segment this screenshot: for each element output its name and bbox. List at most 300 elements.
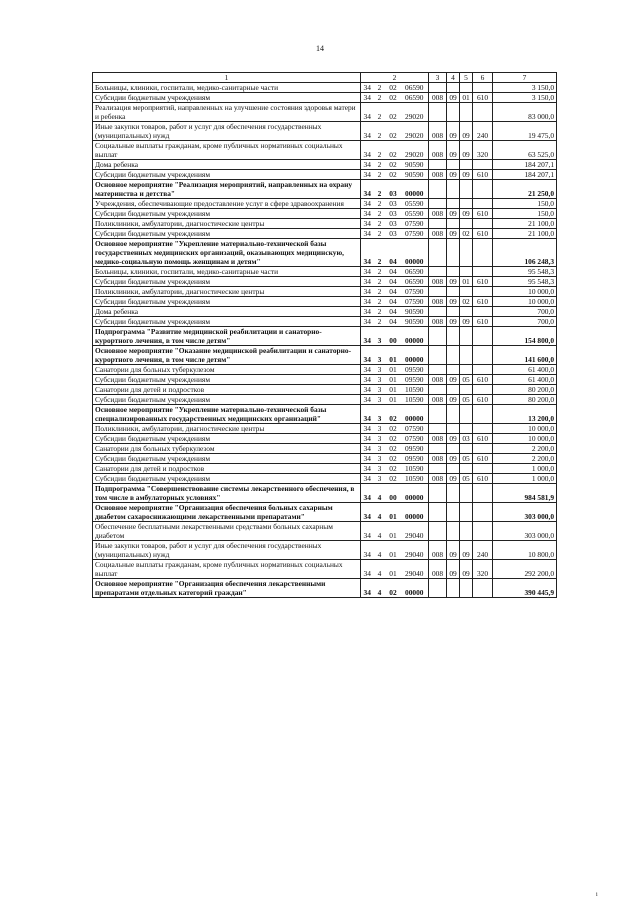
code-department <box>429 327 447 346</box>
code-section <box>447 287 460 297</box>
code-measure: 01 <box>386 346 401 365</box>
code-measure: 02 <box>386 160 401 170</box>
code-measure: 02 <box>386 434 401 444</box>
row-name: Поликлиники, амбулатории, диагностические центры <box>93 424 361 434</box>
code-program: 34 <box>361 239 374 267</box>
row-name: Основное мероприятие "Организация обеспечения больных сахарным диабетом сахароснижающими лекарственными препаратами" <box>93 503 361 522</box>
amount: 95 548,3 <box>493 277 557 287</box>
code-measure: 04 <box>386 267 401 277</box>
table-row <box>93 464 557 474</box>
code-expense-type <box>473 444 493 454</box>
code-expense-type <box>473 522 493 541</box>
amount: 21 100,0 <box>493 229 557 239</box>
code-direction: 29020 <box>401 122 429 141</box>
code-expense-type: 320 <box>473 141 493 160</box>
table-row <box>93 219 557 229</box>
code-department: 008 <box>429 122 447 141</box>
code-measure: 01 <box>386 541 401 560</box>
code-expense-type: 610 <box>473 395 493 405</box>
code-subprogram: 2 <box>374 307 386 317</box>
code-subprogram: 2 <box>374 267 386 277</box>
code-measure: 04 <box>386 239 401 267</box>
code-department: 008 <box>429 454 447 464</box>
row-name: Иные закупки товаров, работ и услуг для обеспечения государственных (муниципальных) нужд <box>93 541 361 560</box>
code-measure: 02 <box>386 93 401 103</box>
code-direction: 07590 <box>401 287 429 297</box>
code-program: 34 <box>361 180 374 199</box>
code-measure: 04 <box>386 287 401 297</box>
header-cell-2: 2 <box>361 73 429 83</box>
code-subprogram: 4 <box>374 484 386 503</box>
code-expense-type <box>473 385 493 395</box>
amount: 141 600,0 <box>493 346 557 365</box>
code-section: 09 <box>447 170 460 180</box>
code-direction: 09590 <box>401 444 429 454</box>
row-name: Учреждения, обеспечивающие предоставление услуг в сфере здравоохранения <box>93 199 361 209</box>
code-subsection: 05 <box>460 474 473 484</box>
code-measure: 04 <box>386 317 401 327</box>
code-subsection <box>460 464 473 474</box>
corner-mark: i <box>596 892 598 898</box>
code-direction: 29020 <box>401 103 429 122</box>
row-name: Подпрограмма "Совершенствование системы лекарственного обеспечения, в том числе в амбулаторных условиях" <box>93 484 361 503</box>
code-direction: 90590 <box>401 160 429 170</box>
table-row <box>93 209 557 219</box>
code-expense-type <box>473 267 493 277</box>
code-department <box>429 287 447 297</box>
code-direction: 00000 <box>401 327 429 346</box>
code-expense-type <box>473 405 493 424</box>
code-program: 34 <box>361 474 374 484</box>
code-subsection: 02 <box>460 297 473 307</box>
code-subsection: 01 <box>460 277 473 287</box>
amount: 106 248,3 <box>493 239 557 267</box>
table-row <box>93 454 557 464</box>
code-subsection <box>460 239 473 267</box>
code-subsection <box>460 160 473 170</box>
code-subsection: 01 <box>460 93 473 103</box>
code-section: 09 <box>447 141 460 160</box>
row-name: Больницы, клиники, госпитали, медико-санитарные части <box>93 267 361 277</box>
code-subprogram: 3 <box>374 454 386 464</box>
table-row <box>93 83 557 93</box>
code-direction: 29040 <box>401 522 429 541</box>
code-program: 34 <box>361 297 374 307</box>
code-section <box>447 365 460 375</box>
code-department <box>429 365 447 375</box>
row-name: Основное мероприятие "Реализация мероприятий, направленных на охрану материнства и детства" <box>93 180 361 199</box>
code-measure: 03 <box>386 180 401 199</box>
amount: 80 200,0 <box>493 395 557 405</box>
code-program: 34 <box>361 267 374 277</box>
code-measure: 02 <box>386 464 401 474</box>
code-subprogram: 3 <box>374 385 386 395</box>
code-subprogram: 2 <box>374 277 386 287</box>
code-subprogram: 2 <box>374 160 386 170</box>
code-subprogram: 3 <box>374 444 386 454</box>
code-section <box>447 180 460 199</box>
table-row <box>93 267 557 277</box>
table-row <box>93 434 557 444</box>
code-expense-type <box>473 239 493 267</box>
code-subsection: 02 <box>460 229 473 239</box>
code-department <box>429 385 447 395</box>
code-section: 09 <box>447 297 460 307</box>
code-expense-type: 610 <box>473 229 493 239</box>
code-expense-type: 240 <box>473 541 493 560</box>
code-expense-type: 610 <box>473 277 493 287</box>
amount: 10 000,0 <box>493 424 557 434</box>
row-name: Дома ребенка <box>93 307 361 317</box>
code-measure: 02 <box>386 444 401 454</box>
table-row <box>93 444 557 454</box>
code-section: 09 <box>447 454 460 464</box>
code-department: 008 <box>429 93 447 103</box>
code-department: 008 <box>429 541 447 560</box>
code-section <box>447 239 460 267</box>
amount: 80 200,0 <box>493 385 557 395</box>
code-direction: 00000 <box>401 346 429 365</box>
code-program: 34 <box>361 503 374 522</box>
code-subprogram: 3 <box>374 365 386 375</box>
code-section <box>447 160 460 170</box>
code-program: 34 <box>361 541 374 560</box>
code-program: 34 <box>361 405 374 424</box>
row-name: Субсидии бюджетным учреждениям <box>93 454 361 464</box>
code-program: 34 <box>361 229 374 239</box>
code-subsection: 09 <box>460 170 473 180</box>
code-expense-type <box>473 103 493 122</box>
code-expense-type <box>473 327 493 346</box>
code-expense-type: 610 <box>473 474 493 484</box>
code-subprogram: 2 <box>374 297 386 307</box>
code-subprogram: 2 <box>374 199 386 209</box>
code-department <box>429 239 447 267</box>
code-measure: 02 <box>386 405 401 424</box>
amount: 700,0 <box>493 307 557 317</box>
amount: 3 150,0 <box>493 83 557 93</box>
code-department: 008 <box>429 170 447 180</box>
code-department <box>429 503 447 522</box>
amount: 10 800,0 <box>493 541 557 560</box>
row-name: Субсидии бюджетным учреждениям <box>93 209 361 219</box>
code-program: 34 <box>361 83 374 93</box>
code-measure: 02 <box>386 474 401 484</box>
code-direction: 00000 <box>401 503 429 522</box>
row-name: Больницы, клиники, госпитали, медико-санитарные части <box>93 83 361 93</box>
code-department <box>429 83 447 93</box>
code-subsection: 09 <box>460 141 473 160</box>
code-measure: 04 <box>386 307 401 317</box>
table-row <box>93 287 557 297</box>
code-subprogram: 2 <box>374 287 386 297</box>
code-subprogram: 2 <box>374 317 386 327</box>
code-measure: 01 <box>386 365 401 375</box>
code-measure: 02 <box>386 454 401 464</box>
amount: 1 000,0 <box>493 464 557 474</box>
code-department: 008 <box>429 277 447 287</box>
code-program: 34 <box>361 160 374 170</box>
table-row <box>93 424 557 434</box>
table-row <box>93 474 557 484</box>
table-row <box>93 405 557 424</box>
code-direction: 05590 <box>401 209 429 219</box>
code-subprogram: 2 <box>374 83 386 93</box>
row-name: Реализация мероприятий, направленных на улучшение состояния здоровья матери и ребенка <box>93 103 361 122</box>
amount: 1 000,0 <box>493 474 557 484</box>
code-direction: 00000 <box>401 405 429 424</box>
code-measure: 04 <box>386 277 401 287</box>
amount: 303 000,0 <box>493 503 557 522</box>
code-department <box>429 346 447 365</box>
code-department <box>429 464 447 474</box>
code-section: 09 <box>447 560 460 579</box>
code-subsection <box>460 522 473 541</box>
code-subsection <box>460 83 473 93</box>
code-section <box>447 503 460 522</box>
code-direction: 29040 <box>401 541 429 560</box>
code-department: 008 <box>429 395 447 405</box>
code-expense-type <box>473 424 493 434</box>
code-subsection: 09 <box>460 541 473 560</box>
code-department: 008 <box>429 141 447 160</box>
code-department: 008 <box>429 474 447 484</box>
code-direction: 00000 <box>401 579 429 598</box>
table-row <box>93 522 557 541</box>
code-section <box>447 346 460 365</box>
code-direction: 10590 <box>401 464 429 474</box>
code-subsection: 09 <box>460 122 473 141</box>
row-name: Основное мероприятие "Укрепление материально-технической базы государственных медицинских организаций, оказывающих медицинскую, медико-социальную помощь женщинам и детям" <box>93 239 361 267</box>
code-section <box>447 385 460 395</box>
code-subsection: 09 <box>460 317 473 327</box>
code-measure: 04 <box>386 297 401 307</box>
row-name: Санатории для детей и подростков <box>93 464 361 474</box>
code-expense-type <box>473 287 493 297</box>
amount: 21 100,0 <box>493 219 557 229</box>
code-section <box>447 199 460 209</box>
table-row <box>93 503 557 522</box>
table-row <box>93 560 557 579</box>
code-expense-type: 610 <box>473 434 493 444</box>
code-subprogram: 2 <box>374 180 386 199</box>
row-name: Социальные выплаты гражданам, кроме публичных нормативных социальных выплат <box>93 560 361 579</box>
row-name: Иные закупки товаров, работ и услуг для обеспечения государственных (муниципальных) нужд <box>93 122 361 141</box>
code-department <box>429 103 447 122</box>
code-measure: 02 <box>386 141 401 160</box>
code-program: 34 <box>361 93 374 103</box>
table-row <box>93 541 557 560</box>
code-department <box>429 219 447 229</box>
table-row <box>93 141 557 160</box>
code-subprogram: 3 <box>374 424 386 434</box>
row-name: Субсидии бюджетным учреждениям <box>93 170 361 180</box>
code-direction: 07590 <box>401 434 429 444</box>
code-section <box>447 219 460 229</box>
code-subsection <box>460 484 473 503</box>
code-section: 09 <box>447 93 460 103</box>
code-program: 34 <box>361 307 374 317</box>
code-program: 34 <box>361 122 374 141</box>
row-name: Поликлиники, амбулатории, диагностические центры <box>93 287 361 297</box>
code-expense-type <box>473 579 493 598</box>
code-section: 09 <box>447 317 460 327</box>
row-name: Санатории для больных туберкулезом <box>93 365 361 375</box>
code-subprogram: 3 <box>374 375 386 385</box>
row-name: Субсидии бюджетным учреждениям <box>93 229 361 239</box>
header-cell-7: 7 <box>493 73 557 83</box>
amount: 154 800,0 <box>493 327 557 346</box>
code-expense-type <box>473 83 493 93</box>
amount: 61 400,0 <box>493 375 557 385</box>
code-program: 34 <box>361 385 374 395</box>
amount: 10 000,0 <box>493 434 557 444</box>
amount: 10 000,0 <box>493 297 557 307</box>
code-expense-type <box>473 199 493 209</box>
code-section <box>447 484 460 503</box>
code-program: 34 <box>361 375 374 385</box>
table-row <box>93 229 557 239</box>
code-subsection <box>460 385 473 395</box>
code-department: 008 <box>429 375 447 385</box>
code-program: 34 <box>361 365 374 375</box>
code-program: 34 <box>361 346 374 365</box>
code-expense-type <box>473 365 493 375</box>
code-measure: 03 <box>386 199 401 209</box>
code-section <box>447 327 460 346</box>
code-measure: 01 <box>386 385 401 395</box>
code-measure: 01 <box>386 522 401 541</box>
code-program: 34 <box>361 454 374 464</box>
header-cell-3: 3 <box>429 73 447 83</box>
amount: 3 150,0 <box>493 93 557 103</box>
code-subsection <box>460 346 473 365</box>
code-program: 34 <box>361 327 374 346</box>
amount: 95 548,3 <box>493 267 557 277</box>
code-measure: 01 <box>386 375 401 385</box>
code-section: 09 <box>447 229 460 239</box>
code-subsection: 09 <box>460 209 473 219</box>
code-subprogram: 2 <box>374 229 386 239</box>
code-subsection <box>460 405 473 424</box>
amount: 150,0 <box>493 199 557 209</box>
table-row <box>93 307 557 317</box>
code-subprogram: 4 <box>374 522 386 541</box>
code-measure: 02 <box>386 424 401 434</box>
code-direction: 90590 <box>401 317 429 327</box>
code-direction: 90590 <box>401 170 429 180</box>
amount: 984 581,9 <box>493 484 557 503</box>
row-name: Социальные выплаты гражданам, кроме публичных нормативных социальных выплат <box>93 141 361 160</box>
code-program: 34 <box>361 170 374 180</box>
code-expense-type: 240 <box>473 122 493 141</box>
budget-table <box>92 72 557 598</box>
header-cell-6: 6 <box>473 73 493 83</box>
code-department: 008 <box>429 209 447 219</box>
amount: 61 400,0 <box>493 365 557 375</box>
code-subsection <box>460 307 473 317</box>
table-row <box>93 579 557 598</box>
code-direction: 00000 <box>401 484 429 503</box>
code-subprogram: 4 <box>374 579 386 598</box>
code-program: 34 <box>361 522 374 541</box>
code-direction: 09590 <box>401 375 429 385</box>
code-program: 34 <box>361 141 374 160</box>
code-subprogram: 3 <box>374 464 386 474</box>
code-direction: 29020 <box>401 141 429 160</box>
row-name: Подпрограмма "Развитие медицинской реабилитации и санаторно-курортного лечения, в том числе детям" <box>93 327 361 346</box>
code-direction: 10590 <box>401 385 429 395</box>
code-subprogram: 2 <box>374 93 386 103</box>
code-section <box>447 103 460 122</box>
code-section <box>447 444 460 454</box>
table-row <box>93 395 557 405</box>
amount: 2 200,0 <box>493 454 557 464</box>
code-measure: 01 <box>386 395 401 405</box>
code-expense-type: 610 <box>473 93 493 103</box>
code-direction: 07590 <box>401 297 429 307</box>
amount: 390 445,9 <box>493 579 557 598</box>
amount: 19 475,0 <box>493 122 557 141</box>
code-department <box>429 199 447 209</box>
code-expense-type: 610 <box>473 170 493 180</box>
code-expense-type: 610 <box>473 454 493 464</box>
code-subsection <box>460 327 473 346</box>
header-row <box>93 73 557 83</box>
code-expense-type <box>473 503 493 522</box>
code-section <box>447 405 460 424</box>
code-program: 34 <box>361 579 374 598</box>
amount: 10 000,0 <box>493 287 557 297</box>
code-subprogram: 3 <box>374 405 386 424</box>
code-section: 09 <box>447 209 460 219</box>
code-direction: 09590 <box>401 454 429 464</box>
code-direction: 90590 <box>401 307 429 317</box>
code-section: 09 <box>447 277 460 287</box>
table-row <box>93 375 557 385</box>
code-measure: 01 <box>386 560 401 579</box>
amount: 700,0 <box>493 317 557 327</box>
code-department: 008 <box>429 297 447 307</box>
code-section: 09 <box>447 395 460 405</box>
code-subprogram: 2 <box>374 122 386 141</box>
code-subprogram: 3 <box>374 474 386 484</box>
code-section <box>447 522 460 541</box>
code-subprogram: 2 <box>374 141 386 160</box>
code-expense-type <box>473 160 493 170</box>
row-name: Основное мероприятие "Организация обеспечения лекарственными препаратами отдельных категорий граждан" <box>93 579 361 598</box>
row-name: Обеспечение бесплатными лекарственными средствами больных сахарным диабетом <box>93 522 361 541</box>
code-subsection <box>460 287 473 297</box>
code-program: 34 <box>361 444 374 454</box>
code-expense-type: 610 <box>473 209 493 219</box>
table-row <box>93 277 557 287</box>
code-program: 34 <box>361 199 374 209</box>
code-subprogram: 3 <box>374 434 386 444</box>
code-program: 34 <box>361 434 374 444</box>
code-department <box>429 522 447 541</box>
amount: 184 207,1 <box>493 160 557 170</box>
code-direction: 00000 <box>401 239 429 267</box>
code-department <box>429 484 447 503</box>
code-department: 008 <box>429 434 447 444</box>
code-section <box>447 307 460 317</box>
code-measure: 01 <box>386 503 401 522</box>
code-subsection: 05 <box>460 375 473 385</box>
code-section <box>447 267 460 277</box>
code-subsection <box>460 199 473 209</box>
code-measure: 02 <box>386 103 401 122</box>
